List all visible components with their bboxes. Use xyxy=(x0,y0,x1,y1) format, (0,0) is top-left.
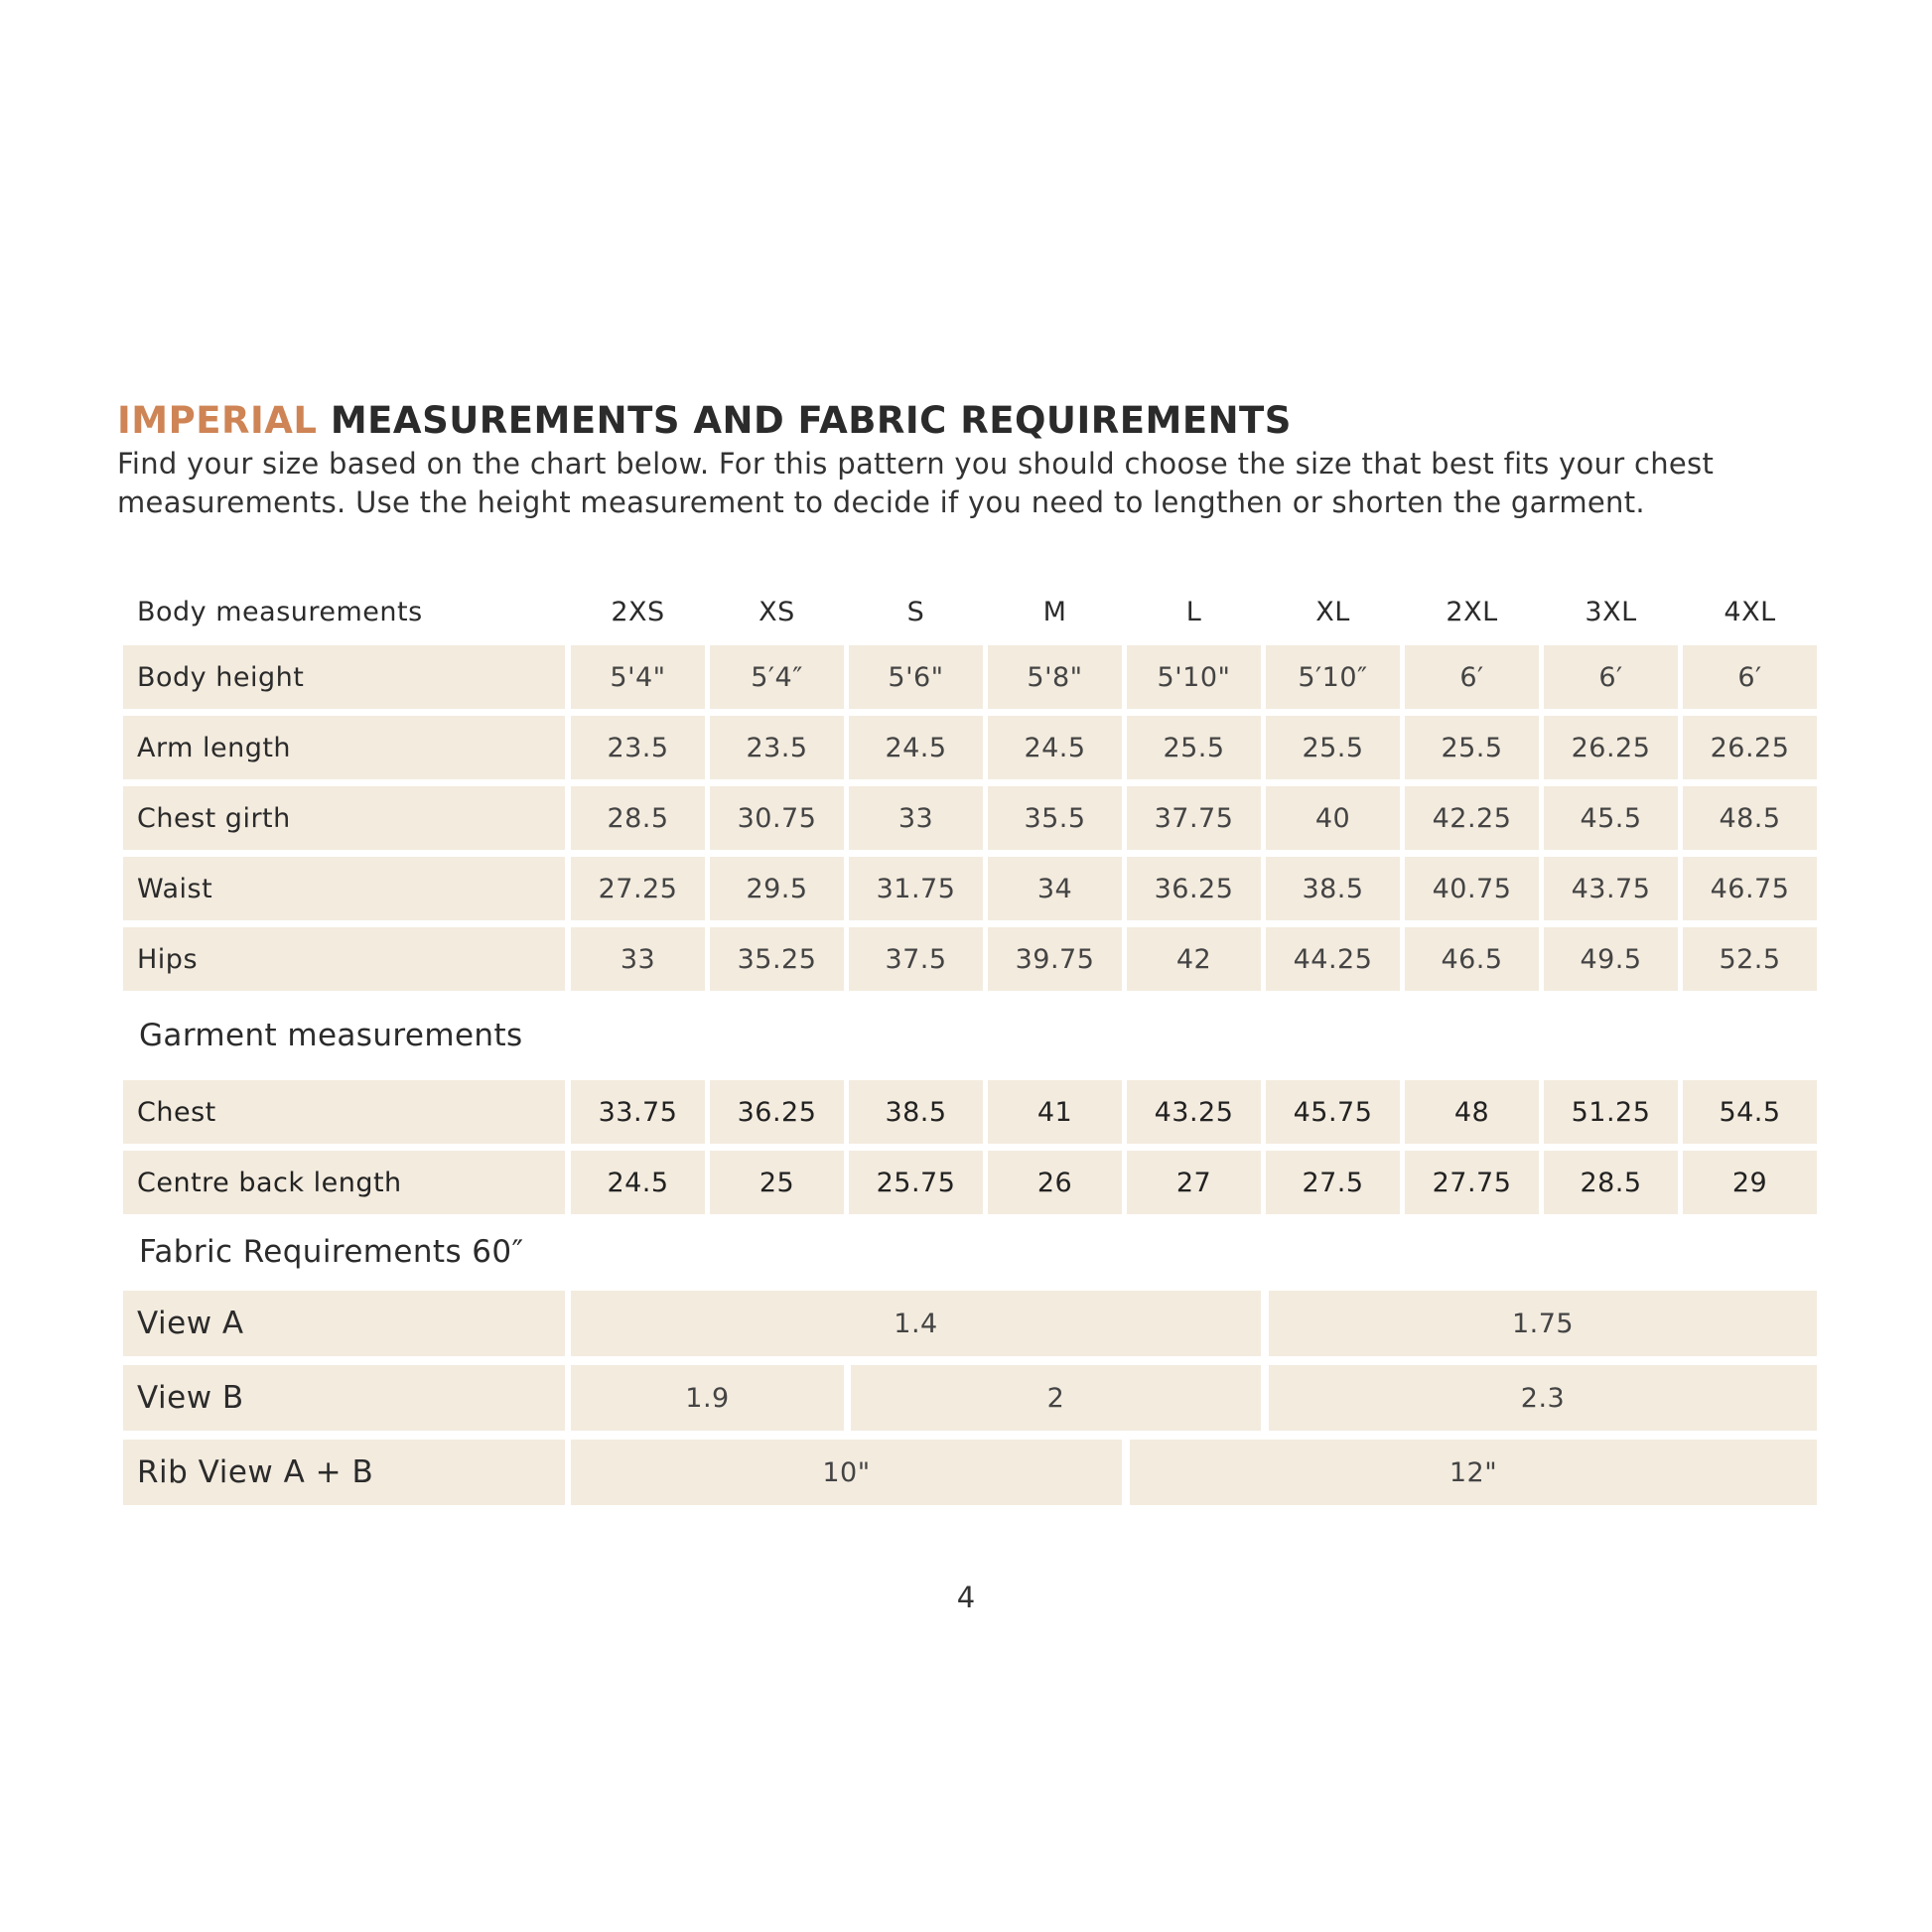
row-label: Chest girth xyxy=(123,786,565,850)
table-cell: 5'4" xyxy=(571,645,705,709)
table-cell: 42.25 xyxy=(1405,786,1539,850)
table-cell: 33 xyxy=(571,927,705,991)
body-measurements-title: Body measurements xyxy=(137,596,423,627)
table-cell: 5′10″ xyxy=(1266,645,1400,709)
size-header: 4XL xyxy=(1724,596,1776,627)
table-cell: 24.5 xyxy=(571,1151,705,1214)
table-cell: 6′ xyxy=(1683,645,1817,709)
table-cell: 40.75 xyxy=(1405,857,1539,920)
table-cell: 35.5 xyxy=(988,786,1122,850)
table-cell: 38.5 xyxy=(849,1080,983,1144)
table-cell: 27.5 xyxy=(1266,1151,1400,1214)
table-cell: 25.5 xyxy=(1266,716,1400,779)
table-cell: 2.3 xyxy=(1269,1365,1817,1431)
table-cell: 25.5 xyxy=(1127,716,1261,779)
size-header: M xyxy=(1042,596,1067,627)
table-cell: 51.25 xyxy=(1544,1080,1678,1144)
table-cell: 40 xyxy=(1266,786,1400,850)
table-cell: 31.75 xyxy=(849,857,983,920)
table-cell: 49.5 xyxy=(1544,927,1678,991)
table-cell: 23.5 xyxy=(571,716,705,779)
table-cell: 2 xyxy=(851,1365,1261,1431)
table-cell: 26.25 xyxy=(1544,716,1678,779)
size-header: 2XL xyxy=(1446,596,1498,627)
table-cell: 1.75 xyxy=(1269,1291,1817,1356)
garment-measurements-title: Garment measurements xyxy=(139,1018,523,1053)
table-cell: 6′ xyxy=(1544,645,1678,709)
table-cell: 48 xyxy=(1405,1080,1539,1144)
table-cell: 33 xyxy=(849,786,983,850)
row-label: Centre back length xyxy=(123,1151,565,1214)
table-cell: 25.5 xyxy=(1405,716,1539,779)
table-cell: 48.5 xyxy=(1683,786,1817,850)
table-cell: 24.5 xyxy=(988,716,1122,779)
size-header: XL xyxy=(1315,596,1350,627)
row-label: Arm length xyxy=(123,716,565,779)
row-label: Body height xyxy=(123,645,565,709)
table-cell: 6′ xyxy=(1405,645,1539,709)
table-cell: 44.25 xyxy=(1266,927,1400,991)
table-cell: 36.25 xyxy=(710,1080,844,1144)
size-header: XS xyxy=(759,596,795,627)
row-label: Rib View A + B xyxy=(123,1440,565,1505)
table-cell: 27.25 xyxy=(571,857,705,920)
table-cell: 5'10" xyxy=(1127,645,1261,709)
table-cell: 29.5 xyxy=(710,857,844,920)
table-cell: 30.75 xyxy=(710,786,844,850)
size-header: 3XL xyxy=(1585,596,1637,627)
row-label: View B xyxy=(123,1365,565,1431)
page-number: 4 xyxy=(956,1581,976,1614)
table-cell: 36.25 xyxy=(1127,857,1261,920)
table-cell: 5'6" xyxy=(849,645,983,709)
table-cell: 23.5 xyxy=(710,716,844,779)
row-label: Hips xyxy=(123,927,565,991)
table-cell: 43.25 xyxy=(1127,1080,1261,1144)
table-cell: 33.75 xyxy=(571,1080,705,1144)
table-cell: 45.75 xyxy=(1266,1080,1400,1144)
table-cell: 25 xyxy=(710,1151,844,1214)
table-cell: 42 xyxy=(1127,927,1261,991)
row-label: Chest xyxy=(123,1080,565,1144)
table-cell: 28.5 xyxy=(1544,1151,1678,1214)
page-title-rest: MEASUREMENTS AND FABRIC REQUIREMENTS xyxy=(317,399,1292,442)
fabric-requirements-title: Fabric Requirements 60″ xyxy=(139,1234,524,1270)
table-cell: 12" xyxy=(1130,1440,1817,1505)
table-cell: 26 xyxy=(988,1151,1122,1214)
table-cell: 41 xyxy=(988,1080,1122,1144)
table-cell: 38.5 xyxy=(1266,857,1400,920)
table-cell: 24.5 xyxy=(849,716,983,779)
table-cell: 46.75 xyxy=(1683,857,1817,920)
table-cell: 1.4 xyxy=(571,1291,1261,1356)
table-cell: 27 xyxy=(1127,1151,1261,1214)
intro-text: Find your size based on the chart below. For this pattern you should choose the size that best fits your chest measurements. Use the height measurement to decide if you need to lengthen or shorten the garment. xyxy=(117,447,1715,519)
table-cell: 29 xyxy=(1683,1151,1817,1214)
page-title-accent: IMPERIAL xyxy=(117,399,318,442)
size-header: S xyxy=(906,596,925,627)
table-cell: 35.25 xyxy=(710,927,844,991)
table-cell: 28.5 xyxy=(571,786,705,850)
table-cell: 10" xyxy=(571,1440,1122,1505)
table-cell: 27.75 xyxy=(1405,1151,1539,1214)
table-cell: 43.75 xyxy=(1544,857,1678,920)
table-cell: 37.75 xyxy=(1127,786,1261,850)
table-cell: 45.5 xyxy=(1544,786,1678,850)
table-cell: 5'8" xyxy=(988,645,1122,709)
page-title xyxy=(117,399,1292,442)
size-header: 2XS xyxy=(611,596,665,627)
table-cell: 37.5 xyxy=(849,927,983,991)
table-cell: 34 xyxy=(988,857,1122,920)
row-label: Waist xyxy=(123,857,565,920)
size-header: L xyxy=(1185,596,1202,627)
row-label: View A xyxy=(123,1291,565,1356)
table-cell: 39.75 xyxy=(988,927,1122,991)
table-cell: 52.5 xyxy=(1683,927,1817,991)
table-cell: 26.25 xyxy=(1683,716,1817,779)
table-cell: 25.75 xyxy=(849,1151,983,1214)
table-cell: 1.9 xyxy=(571,1365,844,1431)
table-cell: 54.5 xyxy=(1683,1080,1817,1144)
table-cell: 5′4″ xyxy=(710,645,844,709)
table-cell: 46.5 xyxy=(1405,927,1539,991)
